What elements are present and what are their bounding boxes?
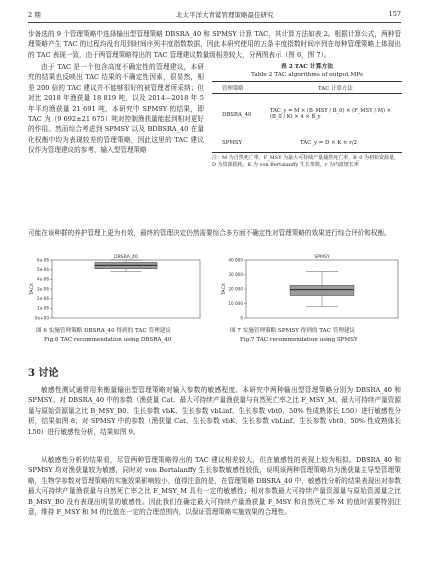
table-note: 注：M 为自然死亡率，F_MSY 为最大可持续产量捕捞死亡率，B_0 为初始资源量，D 为资源损耗，K 为 von Bertalanffy 生长参数，r 为内禀增长率	[212, 155, 400, 169]
figure6-tick-label: 6e-06	[36, 257, 49, 263]
figure7-iqr-box	[290, 285, 354, 295]
table-header-formula: TAC 计算方法	[318, 86, 353, 92]
table-caption-en: Table 2 TAC algorithms of output MPs	[250, 72, 364, 78]
figure7-chart	[220, 252, 402, 324]
page-number: 157	[388, 10, 401, 18]
figure6-y-axis-label: TAC/t	[30, 282, 35, 296]
table-bottom-rule	[212, 152, 402, 153]
running-title: 北太平洋大青鲨管理策略最佳研究	[176, 11, 274, 19]
running-header	[28, 8, 401, 23]
figure7-caption-cn: 图 7 实施管理策略 SPMSY 得到的 TAC 管理建议	[230, 328, 356, 334]
discussion-paragraph-1: 敏感性测试通常用来衡量输出型管理策略对输入参数的敏感程度。本研究中两种输出型管理策略分别为 DBSRA_40 和 SPMSY。对 DBSRA_40 中的参数（渔获量 Cat、最大可持续产量渔获量与自然死亡率之比 F_MSY_M、最大可持续产量资源量与原始资源量之比 B_MSY_B0、生长参数 vbK、生长参数 vbLinf、生长参数 vbt0、50% 性成熟体长 L50）进行敏感性分析，结果如图 8；对 SPMSY 中的参数（渔获量 Cat、生长参数 vbK、生长参数 vbLinf、生长参数 vbt0、50% 性成熟体长 L50）进行敏感性分析，结果如图 9。	[28, 386, 401, 436]
figure7-tick-label: 40 000	[228, 257, 243, 263]
figure6-tick-label: 1e-06	[36, 305, 49, 311]
figure6-panel-title: DBSRA_40	[114, 255, 138, 260]
table-header-mp: 管理策略	[222, 86, 244, 92]
table-caption-cn: 表 2 TAC 计算方法	[280, 64, 334, 70]
figure6-caption-cn: 图 6 实施管理策略 DBSRA_40 得到的 TAC 管理建议	[36, 328, 171, 334]
figure7-tick-label: 20 000	[228, 286, 243, 292]
table-row-mp: DBSRA_40	[222, 112, 252, 118]
figure6-caption-en: Fig.6 TAC recommendation using DBSRA_40	[44, 337, 172, 343]
table-row-mp: SPMSY	[222, 140, 243, 146]
figure7-caption-en: Fig.7 TAC recommendation using SPMSY	[240, 337, 358, 343]
figure7-tick-label: 30 000	[228, 271, 243, 277]
figure7-tick-label: 0	[240, 315, 243, 321]
figure6-tick-label: 4e-06	[36, 276, 49, 282]
figure6-tick-label: 2e-06	[36, 296, 49, 302]
table-row-formula: TAC_y = M × (B_MSY / B_0) × (F_MSY / M) × (B_0 / K) × 4 × B_y	[270, 108, 392, 120]
figure6-tick-label: 0e+00	[34, 315, 49, 321]
issue-number: 2 期	[28, 11, 41, 19]
table-row-formula: TAC_y = D × K × r/2	[300, 140, 358, 146]
section-heading: 3 讨论	[28, 368, 59, 379]
figure7-y-axis-label: TAC/t	[222, 282, 227, 296]
discussion-paragraph-2: 从敏感性分析的结果看，尽管两种管理策略得出的 TAC 建议相差较大，但在敏感性的表现上较为相似。DBSRA_40 和 SPMSY 均对渔获量较为敏感，同时对 von Bertalanffy 生长参数敏感性较低，说明该两种管理策略均为渔获量主导型管理策略，生物学参数对管理策略的实施效果影响较小，值得注意的是，在管理策略 DBSRA_40 中，敏感性分析的结果表现出对参数最大可持续产量渔获量与自然死亡率之比 F_MSY_M 具有一定的敏感性；相对参数最大可持续产量资源量与原始资源量之比 B_MSY_B0 没有表现出明显的敏感性。因此我们在确定最大可持续产量渔获量 F_MSY 和自然死亡率 M 的值时需要特别注意，维持 F_MSY 和 M 的比值在一定的合理范围内，以保证管理策略实施效果的合理性。	[28, 456, 401, 517]
figure6-tick-label: 5e-06	[36, 267, 49, 273]
continuation-paragraph: 可能在该种群的养护管理上更为有效，最终的管理决定仍然需要综合多方面不确定性对管理策略的效果进行综合评价和权衡。	[28, 229, 391, 237]
figure6-tick-label: 3e-06	[36, 286, 49, 292]
figure6-chart	[28, 252, 218, 324]
intro-paragraph: 步备选的 9 个管理策略中选择输出型管理策略 DBSRA_40 和 SPMSY 计算 TAC，其计算方法如表 2。根据计算公式，两种管理策略产生 TAC 的过程均没有用到时间序列丰度指数数据，因此本研究使用的五条丰度指数时间序列在每种管理策略上体现出的 TAC 表现一致，由于两管理策略得出的 TAC 管理建议数量级相差较大，分两图表示（图 6，图 7）。	[28, 30, 401, 59]
figure7-tick-label: 10 000	[228, 300, 243, 306]
table-top-rule	[212, 81, 402, 82]
left-column-paragraph: 由于 TAC 是一个包含高度不确定性的管理建议，本研究的结果也反映出 TAC 结果的不确定性因素，很显然，相差 200 倍的 TAC 建议并不能够很好的被管理者所采纳；但对比 2018 年渔获量 18 819 吨，以及 2014—2018 年 5 年平均渔获量 21 691 吨，本研究中 SPMSY 的结果，即 TAC 为（9 692±21 675）吨对控制渔获量能起到相对更好的作用。然而综合考虑到 SPMSY 以及 BDBSRA_40 在量化权衡中均为表现较差的管理策略，因此这里的 TAC 建议仅作为管理建议的参考，输入型管理策略	[28, 63, 204, 155]
table-mid-rule	[212, 93, 402, 94]
figure7-panel-title: SPMSY	[314, 255, 330, 260]
